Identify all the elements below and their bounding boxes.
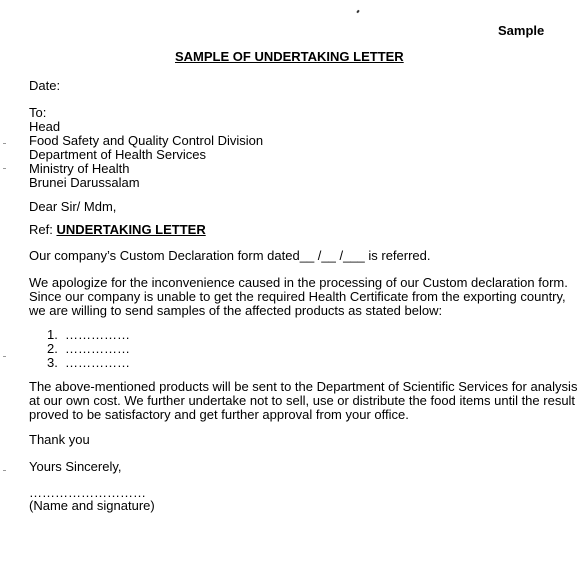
paragraph-apology-line: Since our company is unable to get the required Health Certificate from the exporting country,	[29, 289, 566, 304]
closing-line: Yours Sincerely,	[29, 459, 122, 474]
list-number: 3.	[47, 355, 58, 370]
signature-dotted-line: ………………………	[29, 485, 146, 500]
scan-edge-mark	[3, 356, 6, 357]
ref-label: Ref:	[29, 222, 57, 237]
paragraph-undertaking-line: proved to be satisfactory and get further approval from your office.	[29, 407, 409, 422]
salutation: Dear Sir/ Mdm,	[29, 199, 117, 214]
document-title: SAMPLE OF UNDERTAKING LETTER	[175, 49, 404, 64]
address-line: Brunei Darussalam	[29, 175, 140, 190]
date-label: Date:	[29, 78, 61, 93]
to-label: To:	[29, 105, 47, 120]
list-item	[47, 328, 130, 342]
address-line: Food Safety and Quality Control Division	[29, 133, 264, 148]
signature-caption: (Name and signature)	[29, 498, 155, 513]
list-text: ……………	[65, 341, 130, 356]
paragraph-undertaking-line: The above-mentioned products will be sent to the Department of Scientific Services for analysis	[29, 379, 578, 394]
address-line: Head	[29, 119, 61, 134]
list-item	[47, 356, 130, 370]
thanks-line: Thank you	[29, 432, 90, 447]
scan-edge-mark	[3, 470, 6, 471]
paragraph-reference: Our company’s Custom Declaration form dated__ /__ /___ is referred.	[29, 248, 431, 263]
paragraph-apology-line: we are willing to send samples of the affected products as stated below:	[29, 303, 443, 318]
list-text: ……………	[65, 355, 130, 370]
address-line: Ministry of Health	[29, 161, 130, 176]
list-item	[47, 342, 130, 356]
scan-edge-mark	[3, 143, 6, 144]
sample-tag: Sample	[498, 23, 545, 38]
address-line: Department of Health Services	[29, 147, 207, 162]
reference-line	[29, 223, 206, 237]
ref-title: UNDERTAKING LETTER	[56, 222, 206, 237]
paragraph-apology-line: We apologize for the inconvenience caused in the processing of our Custom declaration form.	[29, 275, 568, 290]
scan-speck	[356, 10, 359, 14]
list-number: 1.	[47, 327, 58, 342]
paragraph-undertaking-line: at our own cost. We further undertake not to sell, use or distribute the food items until the result	[29, 393, 576, 408]
scan-edge-mark	[3, 168, 6, 169]
list-text: ……………	[65, 327, 130, 342]
list-number: 2.	[47, 341, 58, 356]
